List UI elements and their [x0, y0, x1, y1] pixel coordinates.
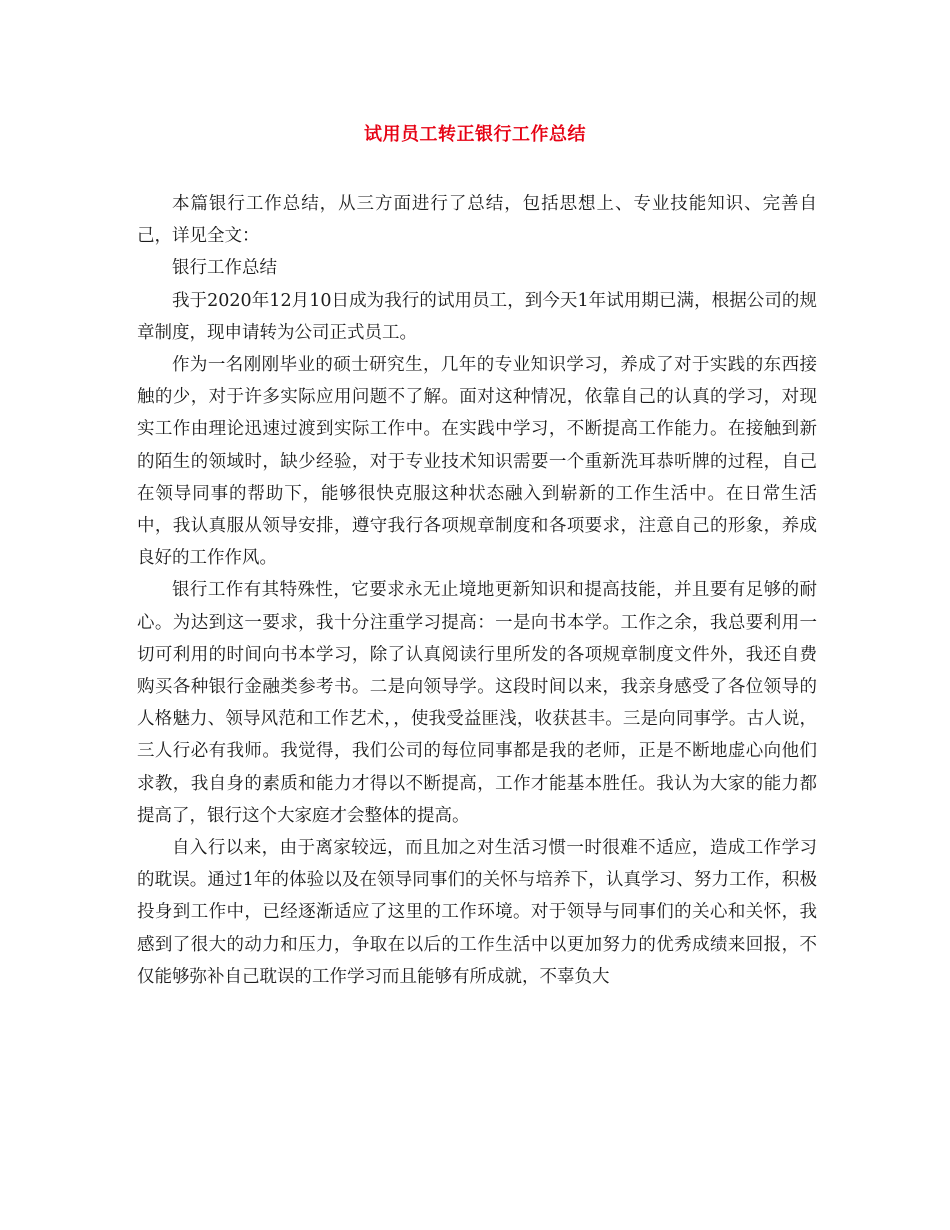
body-paragraph-1: 我于2020年12月10日成为我行的试用员工，到今天1年试用期已满，根据公司的规章制度，现申请转为公司正式员工。 — [137, 290, 817, 343]
body-paragraph-3: 银行工作有其特殊性，它要求永无止境地更新知识和提高技能，并且要有足够的耐心。为达到这一要求，我十分注重学习提高：一是向书本学。工作之余，我总要利用一切可利用的时间向书本学习，除了认真阅读行里所发的各项规章制度文件外，我还自费购买各种银行金融类参考书。二是向领导学。这段时间以来，我亲身感受了各位领导的人格魅力、领导风范和工作艺术，，使我受益匪浅，收获甚丰。三是向同事学。古人说，三人行必有我师。我觉得，我们公司的每位同事都是我的老师，正是不断地虚心向他们求教，我自身的素质和能力才得以不断提高，工作才能基本胜任。我认为大家的能力都提高了，银行这个大家庭才会整体的提高。 — [137, 580, 817, 826]
document-title: 试用员工转正银行工作总结 — [364, 124, 586, 145]
document-body — [137, 188, 817, 993]
intro-paragraph: 本篇银行工作总结，从三方面进行了总结，包括思想上、专业技能知识、完善自己，详见全文： — [137, 194, 817, 247]
section-heading: 银行工作总结 — [172, 258, 277, 279]
body-paragraph-2: 作为一名刚刚毕业的硕士研究生，几年的专业知识学习，养成了对于实践的东西接触的少，对于许多实际应用问题不了解。面对这种情况，依靠自己的认真的学习，对现实工作由理论迅速过渡到实际工作中。在实践中学习，不断提高工作能力。在接触到新的陌生的领域时，缺少经验，对于专业技术知识需要一个重新洗耳恭听牌的过程，自己在领导同事的帮助下，能够很快克服这种状态融入到崭新的工作生活中。在日常生活中，我认真服从领导安排，遵守我行各项规章制度和各项要求，注意自己的形象，养成良好的工作作风。 — [137, 355, 817, 569]
body-paragraph-4: 自入行以来，由于离家较远，而且加之对生活习惯一时很难不适应，造成工作学习的耽误。通过1年的体验以及在领导同事们的关怀与培养下，认真学习、努力工作，积极投身到工作中，已经逐渐适应了这里的工作环境。对于领导与同事们的关心和关怀，我感到了很大的动力和压力，争取在以后的工作生活中以更加努力的优秀成绩来回报，不仅能够弥补自己耽误的工作学习而且能够有所成就，不辜负大 — [137, 838, 817, 987]
